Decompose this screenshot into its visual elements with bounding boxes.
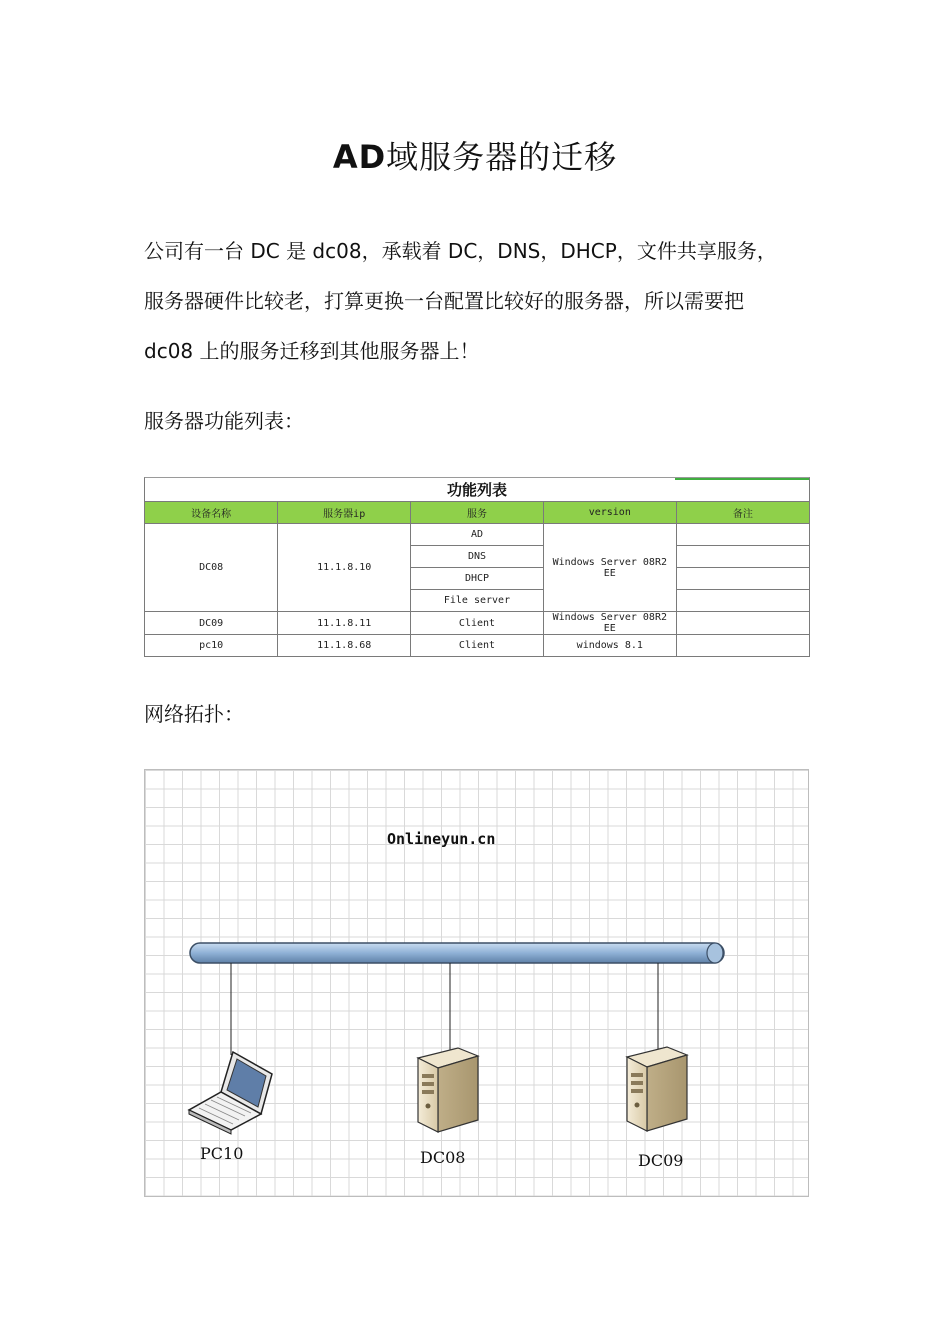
intro-paragraph bbox=[144, 226, 810, 376]
table-heading: 服务器功能列表： bbox=[144, 409, 304, 433]
intro-line-1: 公司有一台 DC 是 dc08，承载着 DC，DNS，DHCP，文件共享服务， bbox=[144, 239, 777, 263]
header-cell: version bbox=[543, 502, 676, 524]
cell-ip: 11.1.8.10 bbox=[278, 524, 411, 612]
server-icon bbox=[418, 1048, 478, 1132]
network-bus bbox=[190, 943, 724, 963]
cell-name: DC09 bbox=[145, 612, 278, 635]
cell-version: Windows Server 08R2 EE bbox=[543, 612, 676, 635]
cell-version: windows 8.1 bbox=[543, 635, 676, 657]
server-icon bbox=[627, 1047, 687, 1131]
green-edge bbox=[675, 478, 809, 480]
header-cell: 设备名称 bbox=[145, 502, 278, 524]
cell-service: DNS bbox=[411, 546, 544, 568]
cell-service: DHCP bbox=[411, 568, 544, 590]
table-header-row bbox=[145, 502, 809, 524]
table-title-text: 功能列表 bbox=[446, 481, 507, 499]
diagram-title: Onlineyun.cn bbox=[387, 830, 496, 848]
cell-version: Windows Server 08R2 EE bbox=[543, 524, 676, 612]
table-row bbox=[145, 612, 809, 635]
node-label-dc09: DC09 bbox=[638, 1151, 684, 1170]
laptop-icon bbox=[189, 1052, 272, 1134]
table-row bbox=[145, 635, 809, 657]
table-grid bbox=[145, 502, 809, 656]
cell-service: File server bbox=[411, 590, 544, 612]
cell-note bbox=[676, 590, 809, 612]
function-table bbox=[144, 477, 810, 657]
cell-service: AD bbox=[411, 524, 544, 546]
title-ad: AD bbox=[332, 138, 387, 176]
cell-note bbox=[676, 568, 809, 590]
page-title bbox=[0, 132, 950, 178]
intro-line-3: dc08 上的服务迁移到其他服务器上！ bbox=[144, 339, 480, 363]
table-title bbox=[145, 478, 809, 502]
network-topology-diagram bbox=[144, 769, 809, 1197]
node-label-pc10: PC10 bbox=[200, 1144, 244, 1163]
cell-note bbox=[676, 524, 809, 546]
cell-ip: 11.1.8.11 bbox=[278, 612, 411, 635]
cell-note bbox=[676, 546, 809, 568]
cell-name: pc10 bbox=[145, 635, 278, 657]
cell-note bbox=[676, 612, 809, 635]
header-cell: 服务器ip bbox=[278, 502, 411, 524]
cell-note bbox=[676, 635, 809, 657]
topology-heading: 网络拓扑： bbox=[144, 702, 244, 726]
cell-service: Client bbox=[411, 612, 544, 635]
table-row bbox=[145, 524, 809, 546]
title-rest: 域服务器的迁移 bbox=[386, 138, 618, 176]
cell-service: Client bbox=[411, 635, 544, 657]
header-cell: 服务 bbox=[411, 502, 544, 524]
node-label-dc08: DC08 bbox=[420, 1148, 466, 1167]
topology-svg bbox=[145, 770, 808, 1196]
intro-line-2: 服务器硬件比较老，打算更换一台配置比较好的服务器，所以需要把 bbox=[144, 289, 744, 313]
cell-name: DC08 bbox=[145, 524, 278, 612]
header-cell: 备注 bbox=[676, 502, 809, 524]
cell-ip: 11.1.8.68 bbox=[278, 635, 411, 657]
